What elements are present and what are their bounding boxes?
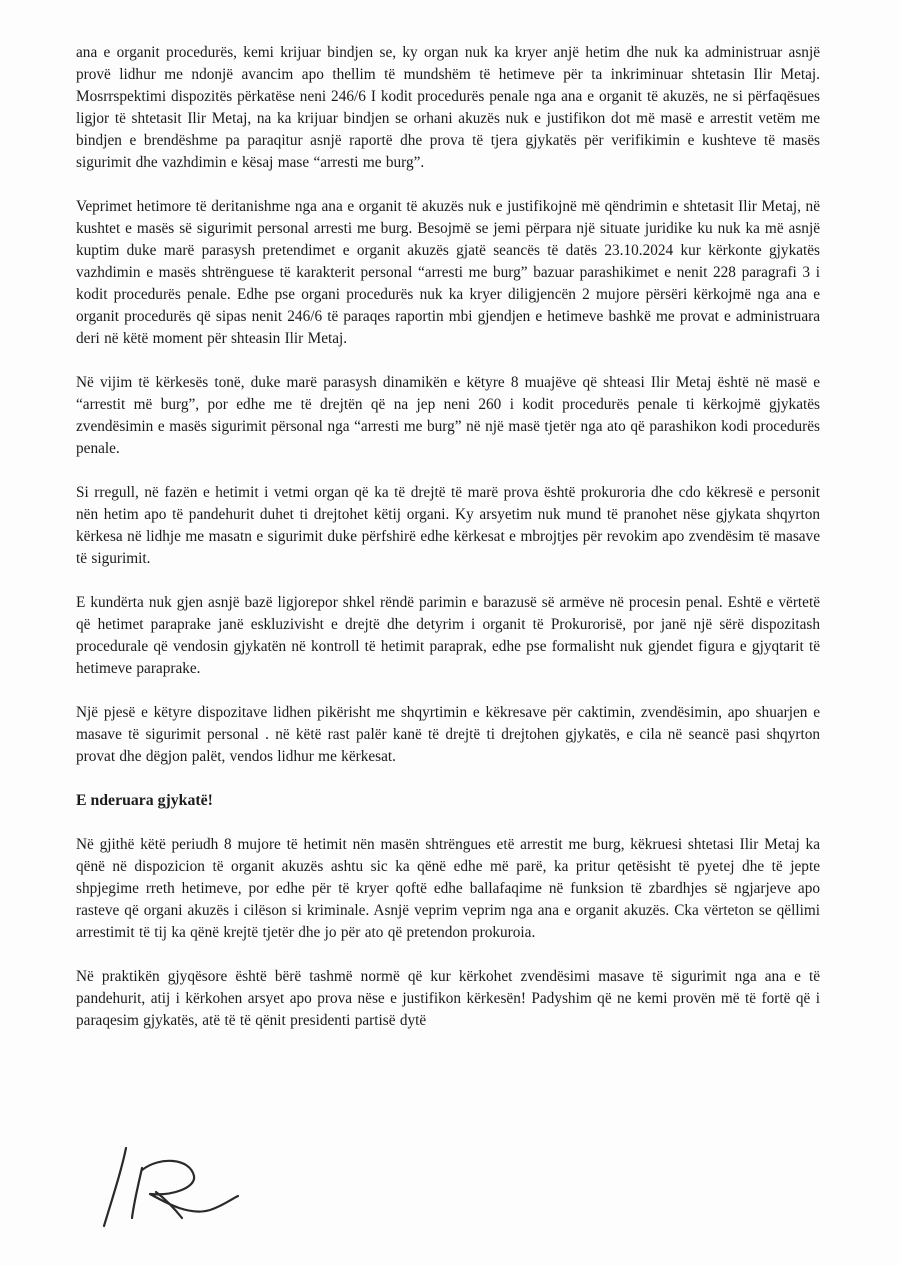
document-body (76, 42, 820, 1054)
paragraph: ana e organit procedurës, kemi krijuar bindjen se, ky organ nuk ka kryer anjë hetim dhe nuk ka administruar asnjë provë lidhur me ndonjë avancim apo thellim të mundshëm të hetimeve për ta inkriminuar shtetasin Ilir Metaj. Mosrrspektimi dispozitës përkatëse neni 246/6 I kodit procedurës penale nga ana e organit të akuzës, ne si përfaqësues ligjor të shtetasit Ilir Metaj, na ka krijuar bindjen se orhani akuzës nuk e justifikon dot më masë e arrestit vetëm me bindjen e brendëshme pa paraqitur asnjë raportë dhe prova të tjera gjykatës për verifikimin e kushteve të masës sigurimit dhe vazhdimin e kësaj mase “arresti me burg”. (76, 44, 820, 171)
paragraph: Një pjesë e këtyre dispozitave lidhen pikërisht me shqyrtimin e këkresave për caktimin, zvendësimin, apo shuarjen e masave të sigurimit personal . në këtë rast palër kanë të drejtë ti drejtohen gjykatës, e cila në seancë pasi shqyrton provat dhe dëgjon palët, vendos lidhur me kërkesat. (76, 704, 820, 765)
paragraph: Në vijim të kërkesës tonë, duke marë parasysh dinamikën e këtyre 8 muajëve që shteasi Ilir Metaj është në masë e “arrestit më burg”, por edhe me të drejtën që na jep neni 260 i kodit procedurës penale ti kërkojmë gjykatës zvendësimin e masës sigurimit përsonal nga “arresti me burg” në një masë tjetër nga ato që parashikon kodi procedurës penale. (76, 374, 820, 457)
paragraph: Në gjithë këtë periudh 8 mujore të hetimit nën masën shtrëngues etë arrestit me burg, këkruesi shtetasi Ilir Metaj ka qënë në dispozicion të organit akuzës ashtu sic ka qënë edhe më parë, ka pritur qetësisht të pyetej dhe të jepte shpjegime rreth hetimeve, por edhe për të kryer qoftë edhe ballafaqime në funksion të zbardhjes së ngjarjeve apo rasteve që organi akuzës i cilëson si kriminale. Asnjë veprim veprim nga ana e organit akuzës. Cka vërteton se qëllimi arrestimit të tij ka qënë krejtë tjetër dhe jo për ato që pretendon prokuroia. (76, 836, 820, 941)
paragraph: Në praktikën gjyqësore është bërë tashmë normë që kur kërkohet zvendësimi masave të sigurimit nga ana e të pandehurit, atij i kërkohen arsyet apo prova nëse e justifikon kërkesën! Padyshim që ne kemi provën më të fortë që i paraqesim gjykatës, atë të të qënit presidenti partisë dytë (76, 968, 820, 1029)
paragraph: E kundërta nuk gjen asnjë bazë ligjorepor shkel rëndë parimin e barazusë së armëve në procesin penal. Eshtë e vërtetë që hetimet paraprake janë eskluzivisht e drejtë dhe detyrim i organit të Prokurorisë, por janë një sërë dispozitash procedurale që vendosin gjykatën në kontroll të hetimit paraprak, edhe pse formalisht nuk gjendet figura e gjyqtarit të hetimeve paraprake. (76, 594, 820, 677)
paragraph: Si rregull, në fazën e hetimit i vetmi organ që ka të drejtë të marë prova është prokuroria dhe cdo këkresë e personit nën hetim apo të pandehurit duhet ti drejtohet këtij organi. Ky arsyetim nuk mund të pranohet nëse gjykata shqyrton kërkesa në lidhje me masatn e sigurimit duke përfshirë edhe kërkesat e mbrojtjes për revokim apo zvendësim të masave të sigurimit. (76, 484, 820, 567)
section-heading: E nderuara gjykatë! (76, 792, 213, 809)
paragraph: Veprimet hetimore të deritanishme nga ana e organit të akuzës nuk e justifikojnë më qëndrimin e shtetasit Ilir Metaj, në kushtet e masës së sigurimit personal arresti me burg. Besojmë se jemi përpara një situate juridike ku nuk ka më asnjë kuptim duke marë parasysh pretendimet e organit akuzës gjatë seancës të datës 23.10.2024 kur kërkonte gjykatës vazhdimin e masës shtrënguese të karakterit personal “arresti me burg” bazuar parashikimet e nenit 228 paragrafi 3 i kodit procedurës penale. Edhe pse organi procedurës nuk ka kryer diligjencën 2 mujore përsëri kërkojmë nga ana e organit procedurës që sipas nenit 246/6 të paraqes raportin mbi gjendjen e hetimeve bashkë me provat e administruara deri në këtë moment për shteasin Ilir Metaj. (76, 198, 820, 347)
handwritten-signature (98, 1138, 248, 1233)
